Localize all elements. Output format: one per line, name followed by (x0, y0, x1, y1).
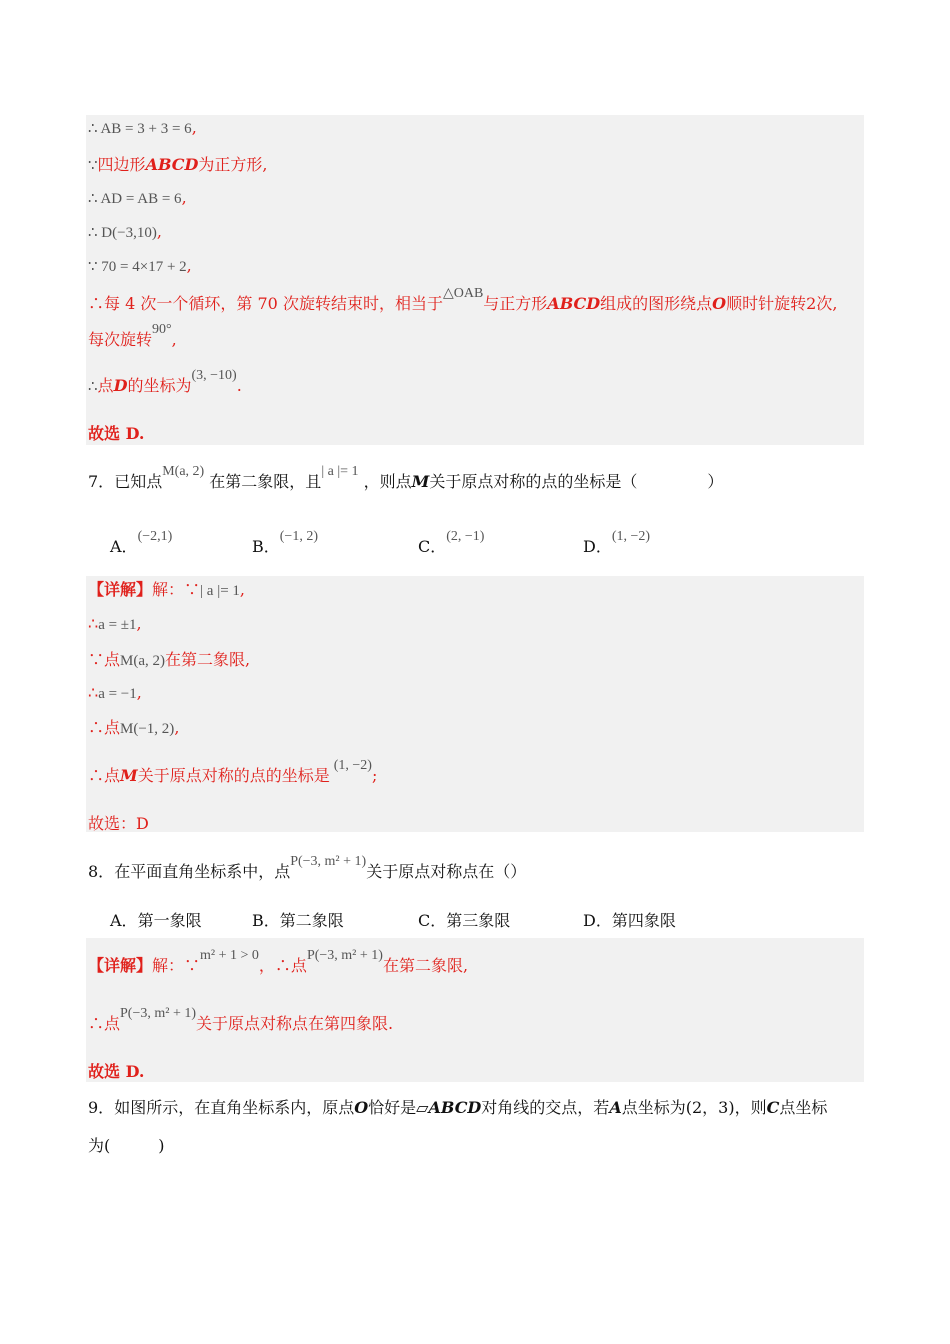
q8-option-d[interactable]: D．第四象限 (583, 911, 676, 930)
q7-sol-line-5: ∴点M(−1, 2), (88, 718, 180, 737)
q6-sol-line-2: ∵四边形ABCD为正方形, (88, 155, 268, 174)
q7-sol-line-4: ∴a = −1, (88, 683, 142, 702)
q7-question: 7．已知点M(a, 2) 在第二象限，且| a |= 1 ，则点M关于原点对称的点的坐标是（ ） (88, 464, 724, 491)
q6-sol-line-4: ∴ D(−3,10), (88, 222, 162, 241)
q7-sol-line-6: ∴点M关于原点对称的点的坐标是(1, −2); (88, 758, 378, 785)
q8-sol-line-2: ∴点P(−3, m² + 1)关于原点对称点在第四象限. (88, 1006, 394, 1033)
q6-sol-line-1: ∴ AB = 3 + 3 = 6, (88, 118, 197, 137)
q6-sol-line-3: ∴ AD = AB = 6, (88, 188, 187, 207)
q7-option-a[interactable]: A．(−2,1) (110, 529, 173, 556)
q9-question-line-1: 9．如图所示，在直角坐标系内，原点O恰好是▱ABCD对角线的交点，若A点坐标为(2，3)，则C点坐标 (88, 1098, 828, 1117)
q8-question: 8．在平面直角坐标系中，点P(−3, m² + 1)关于原点对称点在（） (88, 854, 527, 881)
math: ∴ AB = 3 + 3 = 6 (88, 121, 192, 137)
q6-answer: 故选 D. (88, 424, 145, 443)
q8-option-c[interactable]: C．第三象限 (418, 911, 511, 930)
q7-solution-box (86, 576, 864, 832)
q6-sol-line-7: 每次旋转90°, (88, 322, 177, 349)
q7-option-d[interactable]: D．(1, −2) (583, 529, 651, 556)
q7-sol-line-3: ∵点M(a, 2)在第二象限, (88, 650, 251, 669)
q6-sol-line-8: ∴点D的坐标为(3, −10). (88, 368, 242, 395)
q8-sol-line-1: 【详解】解：∵m² + 1 > 0，∴点P(−3, m² + 1)在第二象限, (88, 948, 469, 975)
q6-sol-line-6: ∴每 4 次一个循环，第 70 次旋转结束时，相当于△OAB与正方形ABCD组成的图形绕点O顺时针旋转2次, (88, 286, 838, 313)
q8-option-b[interactable]: B．第二象限 (252, 911, 344, 930)
q6-sol-line-5: ∵ 70 = 4×17 + 2, (88, 256, 192, 275)
q9-question-line-2: 为( ) (88, 1136, 165, 1155)
q7-sol-line-1: 【详解】解：∵| a |= 1, (88, 580, 245, 599)
q8-answer: 故选 D. (88, 1062, 145, 1081)
q7-option-b[interactable]: B．(−1, 2) (252, 529, 318, 556)
q7-answer: 故选：D (88, 814, 149, 833)
q8-option-a[interactable]: A．第一象限 (110, 911, 202, 930)
q7-option-c[interactable]: C．(2, −1) (418, 529, 485, 556)
q7-sol-line-2: ∴a = ±1, (88, 614, 142, 633)
